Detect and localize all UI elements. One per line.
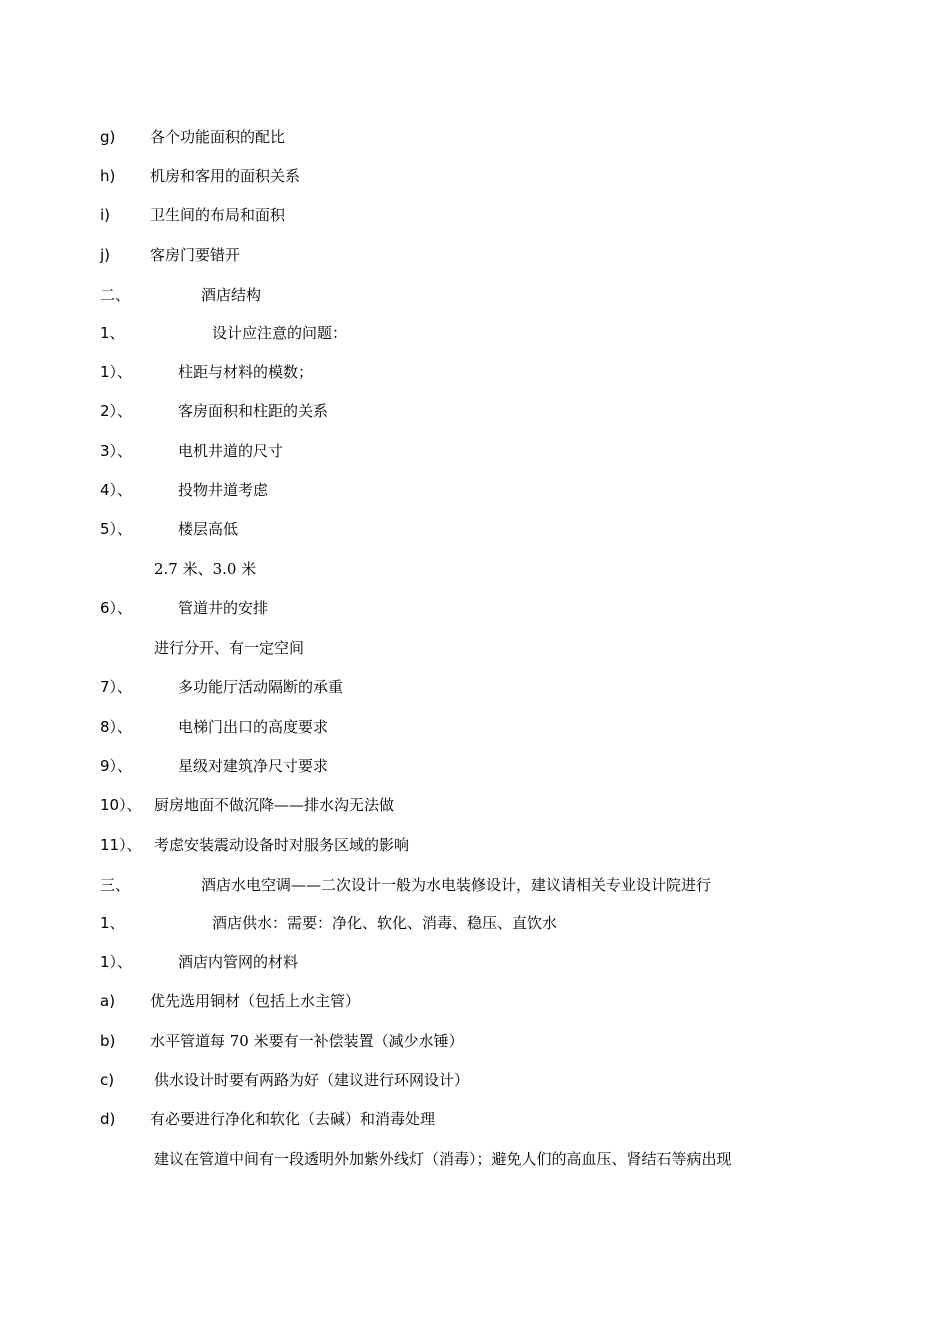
list-marker: 6）、: [100, 599, 133, 617]
list-text: 厨房地面不做沉降——排水沟无法做: [154, 796, 395, 814]
list-marker: i): [100, 206, 111, 224]
list-text: 机房和客用的面积关系: [150, 167, 301, 185]
subsection-title: 设计应注意的问题：: [212, 324, 348, 342]
list-text: 柱距与材料的模数；: [178, 363, 314, 381]
list-text: 投物井道考虑: [178, 481, 269, 499]
list-marker: g): [100, 128, 116, 146]
list-marker: d): [100, 1110, 116, 1128]
list-text: 有必要进行净化和软化（去碱）和消毒处理: [150, 1110, 436, 1128]
list-marker: c): [100, 1071, 115, 1089]
list-marker: 11）、: [100, 836, 142, 854]
list-marker: 3）、: [100, 442, 133, 460]
list-text: 供水设计时要有两路为好（建议进行环网设计）: [154, 1071, 470, 1089]
list-text: 酒店内管网的材料: [178, 953, 299, 971]
subsection-number: 1、: [100, 324, 125, 342]
list-marker: 1）、: [100, 363, 133, 381]
list-text: 考虑安装震动设备时对服务区域的影响: [154, 836, 410, 854]
list-text: 优先选用铜材（包括上水主管）: [150, 992, 361, 1010]
list-text: 卫生间的布局和面积: [150, 206, 286, 224]
list-marker: 8）、: [100, 718, 133, 736]
section-number: 二、: [100, 286, 131, 304]
list-text: 电机井道的尺寸: [178, 442, 284, 460]
list-marker: h): [100, 167, 116, 185]
subsection-title: 酒店供水：需要：净化、软化、消毒、稳压、直饮水: [212, 914, 558, 932]
detail-text: 2.7 米、3.0 米: [154, 560, 257, 578]
section-title: 酒店结构: [201, 286, 262, 304]
list-marker: a): [100, 992, 116, 1010]
detail-text: 进行分开、有一定空间: [154, 639, 305, 657]
list-text: 管道井的安排: [178, 599, 269, 617]
list-text: 楼层高低: [178, 520, 239, 538]
list-text: 各个功能面积的配比: [150, 128, 286, 146]
list-marker: 4）、: [100, 481, 133, 499]
detail-text: 建议在管道中间有一段透明外加紫外线灯（消毒）；避免人们的高血压、肾结石等病出现: [154, 1150, 732, 1168]
list-marker: 9）、: [100, 757, 133, 775]
list-marker: j): [100, 246, 111, 264]
list-text: 客房门要错开: [150, 246, 241, 264]
list-marker: 10）、: [100, 796, 142, 814]
section-title: 酒店水电空调——二次设计一般为水电装修设计，建议请相关专业设计院进行: [201, 876, 712, 894]
list-text: 电梯门出口的高度要求: [178, 718, 329, 736]
list-marker: 5）、: [100, 520, 133, 538]
list-text: 多功能厅活动隔断的承重: [178, 678, 344, 696]
list-marker: b): [100, 1032, 116, 1050]
section-number: 三、: [100, 876, 131, 894]
list-marker: 1）、: [100, 953, 133, 971]
list-text: 客房面积和柱距的关系: [178, 402, 329, 420]
list-marker: 2）、: [100, 402, 133, 420]
subsection-number: 1、: [100, 914, 125, 932]
list-text: 星级对建筑净尺寸要求: [178, 757, 329, 775]
list-marker: 7）、: [100, 678, 133, 696]
list-text: 水平管道每 70 米要有一补偿装置（减少水锤）: [150, 1032, 464, 1050]
